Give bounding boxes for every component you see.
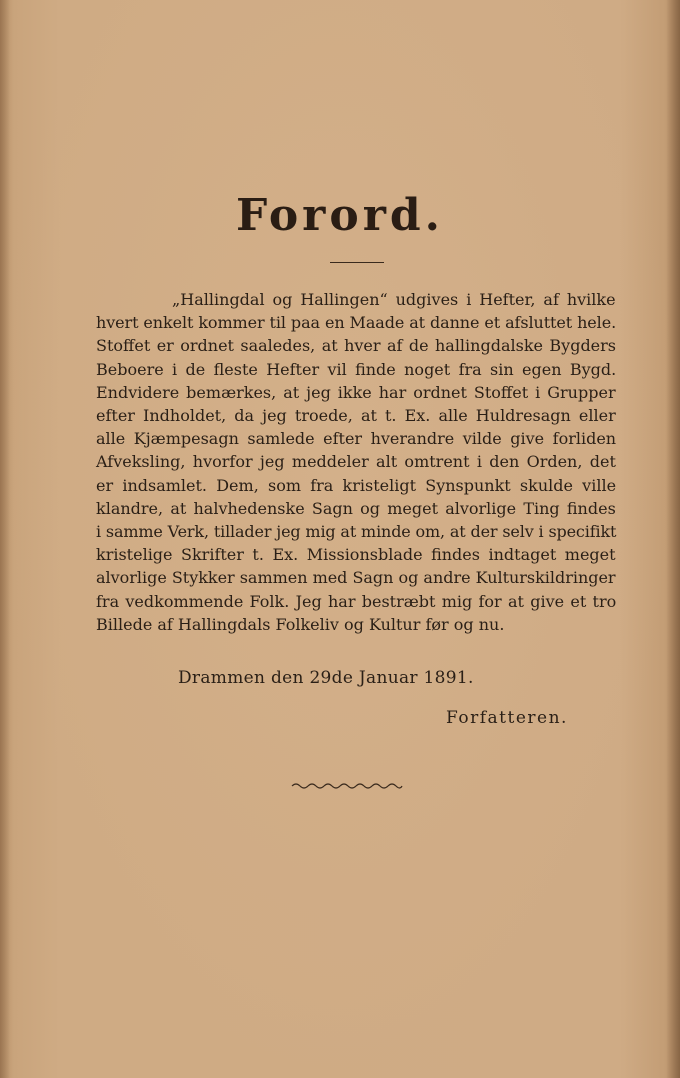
title-rule [330,262,384,263]
paragraph-line: Afveksling, hvorfor jeg meddeler alt omtrent i den Orden, det [96,452,616,472]
paragraph-line: hvert enkelt kommer til paa en Maade at danne et afsluttet hele. [96,313,617,333]
wavy-ornament [290,780,404,792]
paragraph-line: alle Kjæmpesagn samlede efter hverandre vilde give forliden [96,429,617,449]
paragraph-line: er indsamlet. Dem, som fra kristeligt Synspunkt skulde ville [96,475,617,495]
paragraph-line: fra vedkommende Folk. Jeg har bestræbt mig for at give et tro [96,591,617,611]
paragraph-line: Stoffet er ordnet saaledes, at hver af de hallingdalske Bygders [96,336,617,356]
page-edge-shadow-right [666,0,680,1078]
page-title: Forord. [236,190,444,241]
paragraph-line: Billede af Hallingdals Folkeliv og Kultur før og nu. [96,614,505,634]
paragraph-line: Beboere i de fleste Hefter vil finde noget fra sin egen Bygd. [96,359,617,379]
paragraph-line: klandre, at halvhedenske Sagn og meget alvorlige Ting findes [96,498,616,518]
place-date: Drammen den 29de Januar 1891. [178,668,474,688]
page-edge-shadow-left [0,0,10,1078]
paragraph-line: i samme Verk, tillader jeg mig at minde om, at der selv i specifikt [96,522,617,542]
paragraph-line: „Hallingdal og Hallingen“ udgives i Hefter, af hvilke [172,290,616,309]
paragraph-line: efter Indholdet, da jeg troede, at t. Ex. alle Huldresagn eller [96,406,616,426]
paragraph-line: Endvidere bemærkes, at jeg ikke har ordnet Stoffet i Grupper [96,382,616,402]
paragraph-line: kristelige Skrifter t. Ex. Missionsblade findes indtaget meget [96,545,616,565]
author-signature: Forfatteren. [446,708,568,728]
preface-paragraph [96,288,616,636]
paragraph-line: alvorlige Stykker sammen med Sagn og andre Kulturskildringer [96,568,616,588]
